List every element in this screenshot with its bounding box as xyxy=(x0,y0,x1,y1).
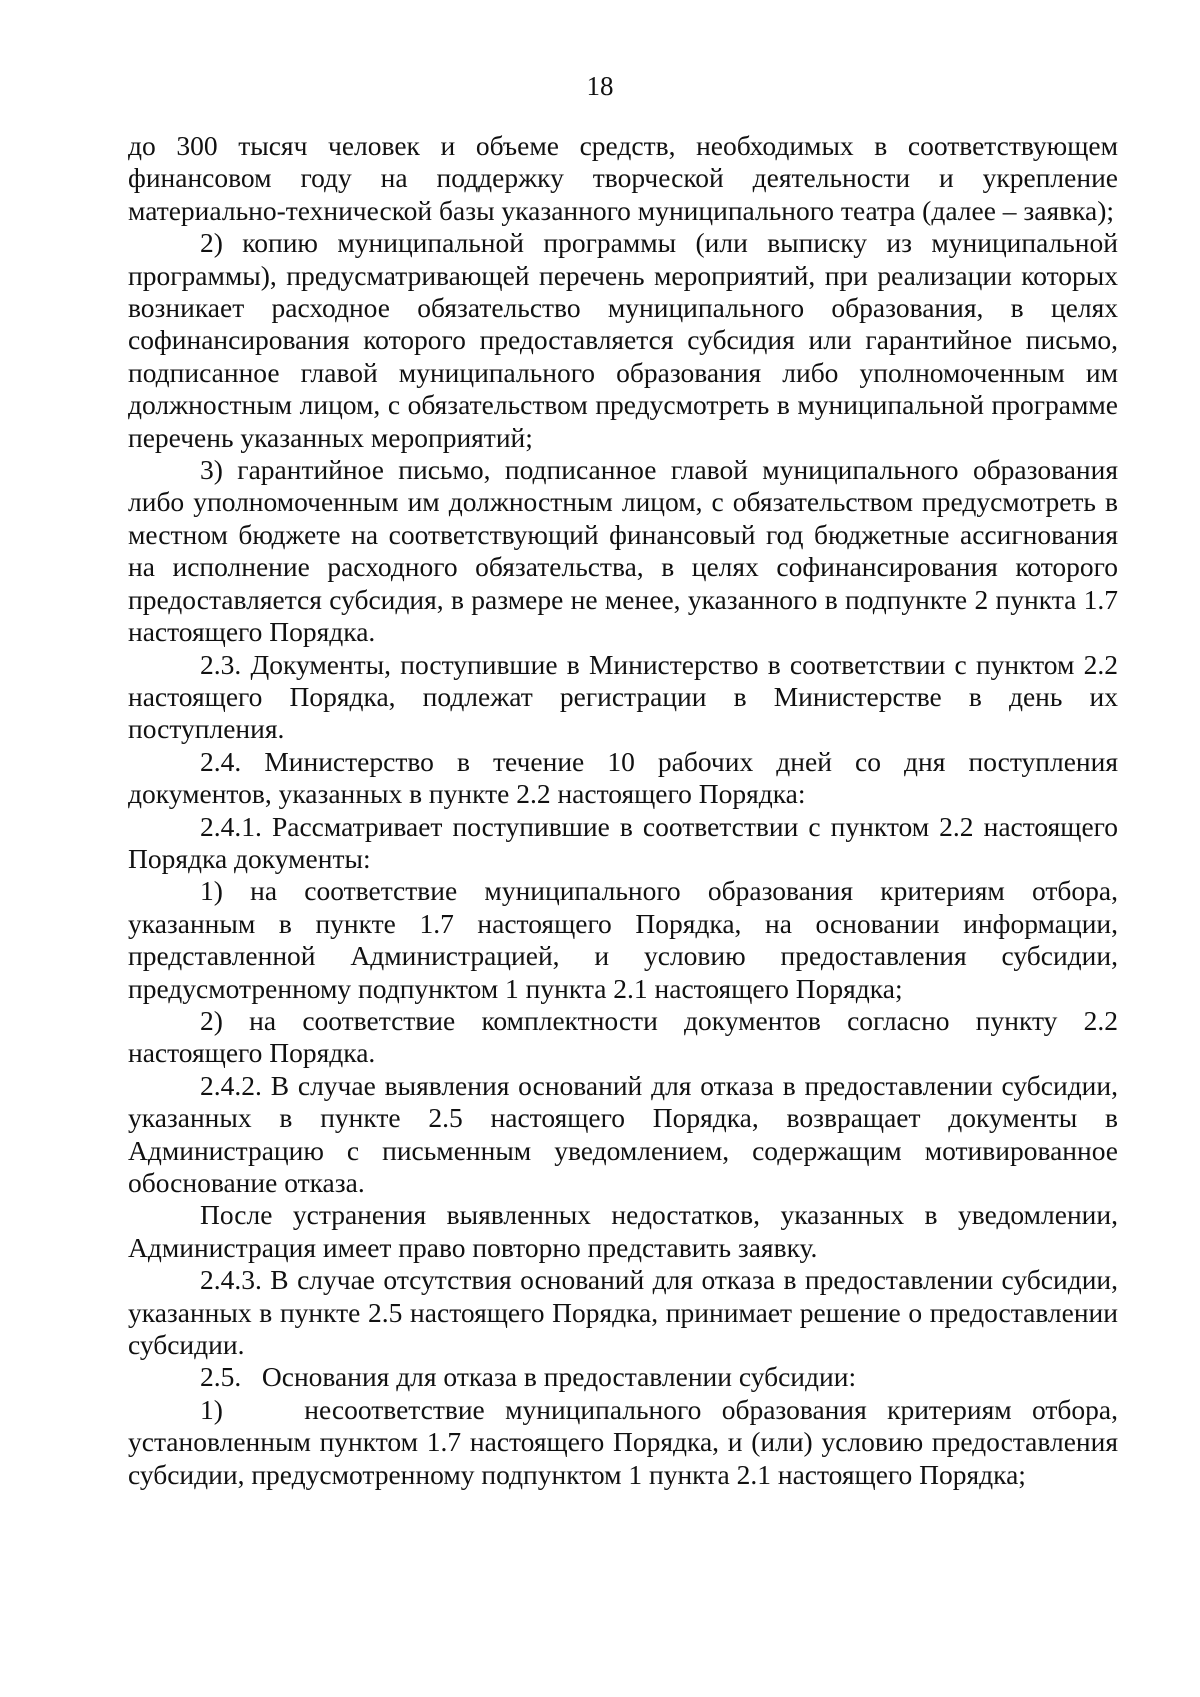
paragraph-2-4-1-item-1: 1) на соответствие муниципального образования критериям отбора, указанным в пункте 1.7 настоящего Порядка, на основании информации, представленной Администрацией, и условию предоставления субсидии, предусмотренному подпунктом 1 пункта 2.1 настоящего Порядка; xyxy=(128,875,1118,1004)
paragraph-2-4-1-item-2: 2) на соответствие комплектности документов согласно пункту 2.2 настоящего Порядка. xyxy=(128,1004,1118,1069)
paragraph-item-2-program-copy: 2) копию муниципальной программы (или выписку из муниципальной программы), предусматривающей перечень мероприятий, при реализации которых возникает расходное обязательство муниципального образования, в целях софинансирования которого предоставляется субсидия или гарантийное письмо, подписанное главой муниципального образования либо уполномоченным им должностным лицом, с обязательством предусмотреть в муниципальной программе перечень указанных мероприятий; xyxy=(128,227,1118,453)
paragraph-item-3-guarantee-letter: 3) гарантийное письмо, подписанное главой муниципального образования либо уполномоченным им должностным лицом, с обязательством предусмотреть в местном бюджете на соответствующий финансовый год бюджетные ассигнования на исполнение расходного обязательства, в целях софинансирования которого предоставляется субсидия, в размере не менее, указанного в подпункте 2 пункта 1.7 настоящего Порядка. xyxy=(128,454,1118,648)
paragraph-2-5: 2.5. Основания для отказа в предоставлении субсидии: xyxy=(200,1361,857,1393)
paragraph-2-4-2: 2.4.2. В случае выявления оснований для отказа в предоставлении субсидии, указанных в пункте 2.5 настоящего Порядка, возвращает документы в Администрацию с письменным уведомлением, содержащим мотивированное обоснование отказа. xyxy=(128,1069,1118,1198)
paragraph-resubmission: После устранения выявленных недостатков, указанных в уведомлении, Администрация имеет право повторно представить заявку. xyxy=(128,1199,1118,1263)
paragraph-continuation: до 300 тысяч человек и объеме средств, необходимых в соответствующем финансовом году на поддержку творческой деятельности и укрепление материально-технической базы указанного муниципального театра (далее – заявка); xyxy=(128,130,1118,226)
paragraph-2-4: 2.4. Министерство в течение 10 рабочих дней со дня поступления документов, указанных в пункте 2.2 настоящего Порядка: xyxy=(128,745,1118,810)
document-body xyxy=(128,130,1125,1491)
page-number: 18 xyxy=(586,71,614,101)
paragraph-2-4-3: 2.4.3. В случае отсутствия оснований для отказа в предоставлении субсидии, указанных в пункте 2.5 настоящего Порядка, принимает решение о предоставлении субсидии. xyxy=(128,1264,1118,1361)
paragraph-2-5-item-1: 1) несоответствие муниципального образования критериям отбора, установленным пунктом 1.7 настоящего Порядка, и (или) условию предоставления субсидии, предусмотренному подпунктом 1 пункта 2.1 настоящего Порядка; xyxy=(128,1393,1125,1490)
paragraph-2-4-1: 2.4.1. Рассматривает поступившие в соответствии с пунктом 2.2 настоящего Порядка документы: xyxy=(128,810,1118,874)
paragraph-2-3: 2.3. Документы, поступившие в Министерство в соответствии с пунктом 2.2 настоящего Порядка, подлежат регистрации в Министерстве в день их поступления. xyxy=(128,648,1118,745)
